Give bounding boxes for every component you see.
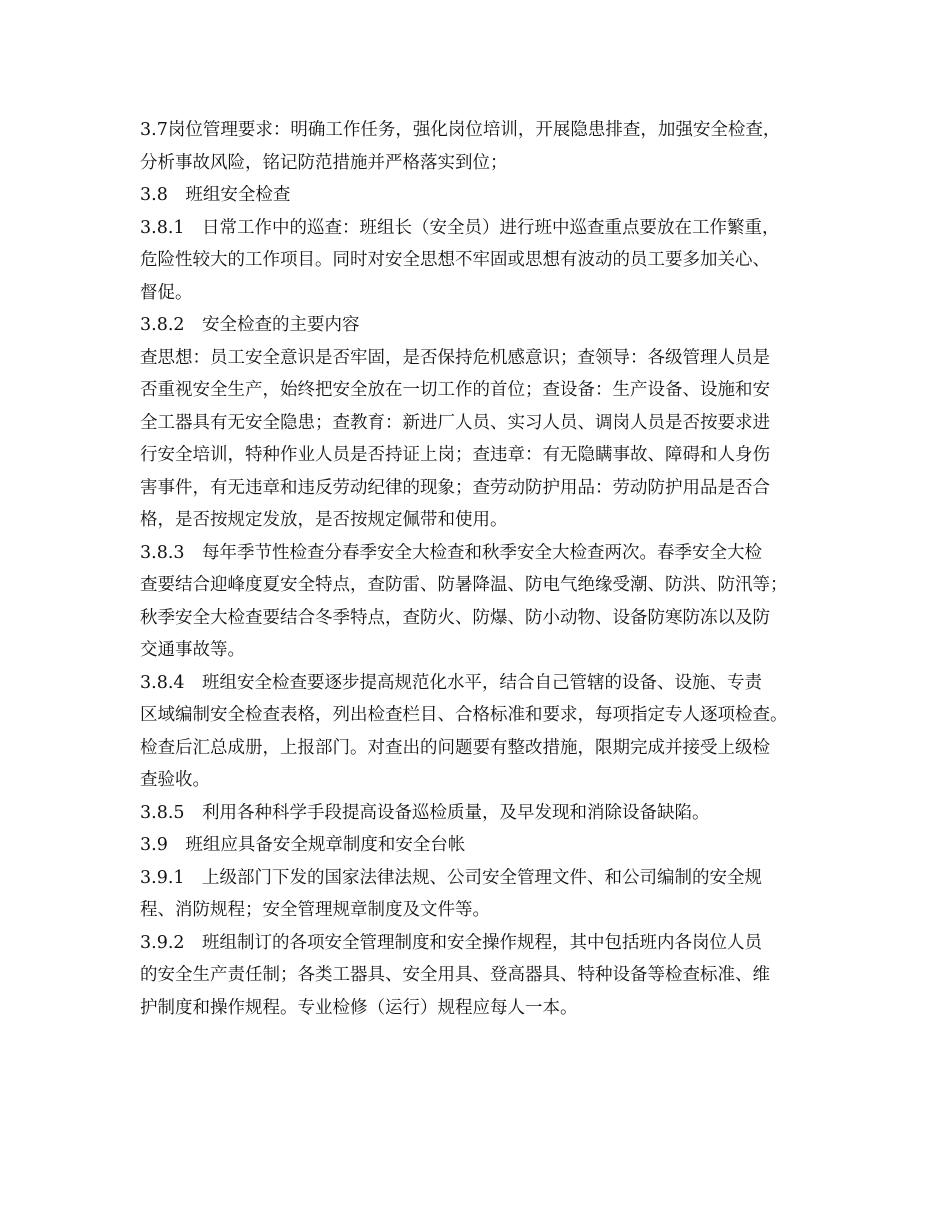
text-line-1: 3.7岗位管理要求：明确工作任务，强化岗位培训，开展隐患排查，加强安全检查，	[140, 120, 781, 140]
text-line-7: 3.8.2 安全检查的主要内容	[140, 315, 360, 335]
text-line-9: 否重视安全生产，始终把安全放在一切工作的首位；查设备：生产设备、设施和安	[140, 380, 770, 400]
text-line-20: 检查后汇总成册，上报部门。对查出的问题要有整改措施，限期完成并接受上级检	[140, 737, 770, 758]
text-line-26: 3.9.2 班组制订的各项安全管理制度和安全操作规程，其中包括班内各岗位人员	[140, 932, 763, 953]
text-line-14: 3.8.3 每年季节性检查分春季安全大检查和秋季安全大检查两次。春季安全大检	[140, 542, 763, 563]
text-line-24: 3.9.1 上级部门下发的国家法律法规、公司安全管理文件、和公司编制的安全规	[140, 867, 763, 888]
text-line-15: 查要结合迎峰度夏安全特点，查防雷、防暑降温、防电气绝缘受潮、防洪、防汛等；	[140, 575, 788, 595]
section-heading-3-9: 3.9 班组应具备安全规章制度和安全台帐	[140, 835, 466, 855]
text-line-11: 行安全培训，特种作业人员是否持证上岗；查违章：有无隐瞒事故、障碍和人身伤	[140, 445, 770, 465]
text-line-5: 危险性较大的工作项目。同时对安全思想不牢固或思想有波动的员工要多加关心、	[140, 250, 770, 270]
text-line-21: 查验收。	[140, 770, 210, 790]
text-line-4: 3.8.1 日常工作中的巡查：班组长（安全员）进行班中巡查重点要放在工作繁重，	[140, 217, 780, 238]
text-line-12: 害事件，有无违章和违反劳动纪律的现象；查劳动防护用品：劳动防护用品是否合	[140, 477, 770, 498]
text-line-27: 的安全生产责任制；各类工器具、安全用具、登高器具、特种设备等检查标准、维	[140, 965, 770, 985]
text-line-2: 分析事故风险，铭记防范措施并严格落实到位；	[140, 152, 508, 173]
text-line-8: 查思想：员工安全意识是否牢固，是否保持危机感意识；查领导：各级管理人员是	[140, 347, 770, 368]
section-heading-3-8: 3.8 班组安全检查	[140, 185, 291, 205]
text-line-17: 交通事故等。	[140, 640, 245, 660]
text-line-28: 护制度和操作规程。专业检修（运行）规程应每人一本。	[140, 997, 578, 1018]
text-line-6: 督促。	[140, 282, 193, 303]
document-body	[140, 114, 840, 1024]
text-line-10: 全工器具有无安全隐患；查教育：新进厂人员、实习人员、调岗人员是否按要求进	[140, 412, 770, 433]
text-line-18: 3.8.4 班组安全检查要逐步提高规范化水平，结合自己管辖的设备、设施、专责	[140, 672, 763, 693]
text-line-25: 程、消防规程；安全管理规章制度及文件等。	[140, 900, 490, 920]
text-line-13: 格，是否按规定发放，是否按规定佩带和使用。	[140, 510, 508, 530]
text-line-16: 秋季安全大检查要结合冬季特点，查防火、防爆、防小动物、设备防寒防冻以及防	[140, 607, 770, 628]
text-line-19: 区域编制安全检查表格，列出检查栏目、合格标准和要求，每项指定专人逐项检查。	[140, 705, 788, 725]
text-line-22: 3.8.5 利用各种科学手段提高设备巡检质量，及早发现和消除设备缺陷。	[140, 802, 710, 823]
